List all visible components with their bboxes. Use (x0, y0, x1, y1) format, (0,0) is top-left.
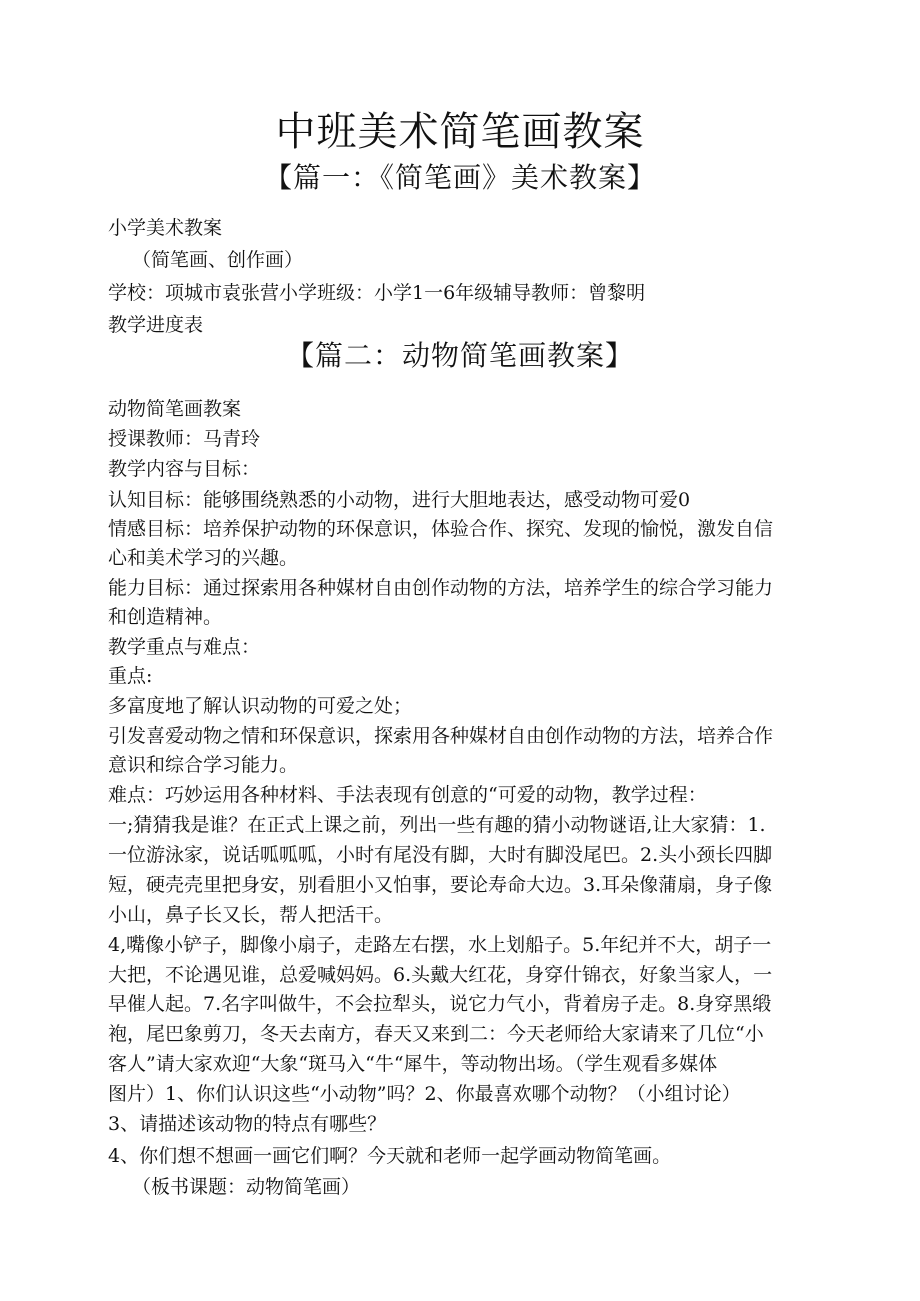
paragraph-line: 引发喜爱动物之情和环保意识，探索用各种媒材自由创作动物的方法，培养合作 (108, 725, 774, 747)
paragraph-line: （简笔画、创作画） (132, 249, 304, 271)
paragraph-line: 心和美术学习的兴趣。 (108, 547, 299, 569)
paragraph-line: 教学重点与难点： (108, 636, 261, 658)
paragraph-line: 重点: (108, 665, 153, 687)
document-title: 中班美术简笔画教案 (275, 109, 645, 155)
paragraph-line: 授课教师：马青玲 (108, 428, 261, 450)
paragraph-line: 一;猜猜我是谁？在正式上课之前，列出一些有趣的猜小动物谜语,让大家猜：1. (108, 814, 766, 836)
paragraph-line: 袍，尾巴象剪刀，冬天去南方，春天又来到二：今天老师给大家请来了几位“小 (108, 1023, 764, 1045)
paragraph-line: 教学进度表 (108, 314, 204, 336)
paragraph-line: 一位游泳家，说话呱呱呱，小时有尾没有脚，大时有脚没尾巴。2.头小颈长四脚 (108, 844, 773, 866)
section-heading-2: 【篇二：动物简笔画教案】 (285, 339, 634, 372)
paragraph-line: 认知目标：能够围绕熟悉的小动物，进行大胆地表达，感受动物可爱0 (108, 489, 691, 511)
paragraph-line: 意识和综合学习能力。 (108, 754, 299, 776)
paragraph-line: （板书课题：动物简笔画） (132, 1176, 361, 1198)
paragraph-line: 难点：巧妙运用各种材料、手法表现有创意的“可爱的动物，教学过程： (108, 784, 707, 806)
paragraph-line: 情感目标：培养保护动物的环保意识，体验合作、探究、发现的愉悦，激发自信 (108, 518, 774, 540)
paragraph-line: 小山，鼻子长又长，帮人把活干。 (108, 904, 394, 926)
paragraph-line: 小学美术教案 (108, 217, 223, 239)
paragraph-line: 动物简笔画教案 (108, 398, 242, 420)
paragraph-line: 大把，不论遇见谁，总爱喊妈妈。6.头戴大红花，身穿什锦衣，好象当家人，一 (108, 964, 773, 986)
paragraph-line: 4、你们想不想画一画它们啊？今天就和老师一起学画动物简笔画。 (108, 1145, 672, 1167)
paragraph-line: 教学内容与目标： (108, 458, 261, 480)
paragraph-line: 多富度地了解认识动物的可爱之处； (108, 695, 413, 717)
paragraph-line: 早催人起。7.名字叫做牛，不会拉犁头，说它力气小，背着房子走。8.身穿黑缎 (108, 993, 772, 1015)
paragraph-line: 3、请描述该动物的特点有哪些？ (108, 1113, 387, 1135)
paragraph-line: 短，硬壳壳里把身安，别看胆小又怕事，要论寿命大边。3.耳朵像蒲扇，身子像 (108, 874, 773, 896)
paragraph-line: 4,嘴像小铲子，脚像小扇子，走路左右摆，水上划船子。5.年纪并不大，胡子一 (108, 934, 772, 956)
section-heading-1: 【篇一：《简笔画》美术教案】 (263, 161, 656, 194)
paragraph-line: 图片）1、你们认识这些“小动物”吗？2、你最喜欢哪个动物？（小组讨论） (108, 1083, 741, 1105)
paragraph-line: 能力目标：通过探索用各种媒材自由创作动物的方法，培养学生的综合学习能力 (108, 577, 774, 599)
paragraph-line: 客人”请大家欢迎“大象“斑马入“牛“犀牛，等动物出场。（学生观看多媒体 (108, 1053, 718, 1075)
paragraph-line: 和创造精神。 (108, 606, 223, 628)
paragraph-line: 学校：项城市袁张营小学班级：小学1一6年级辅导教师：曾黎明 (108, 282, 646, 304)
